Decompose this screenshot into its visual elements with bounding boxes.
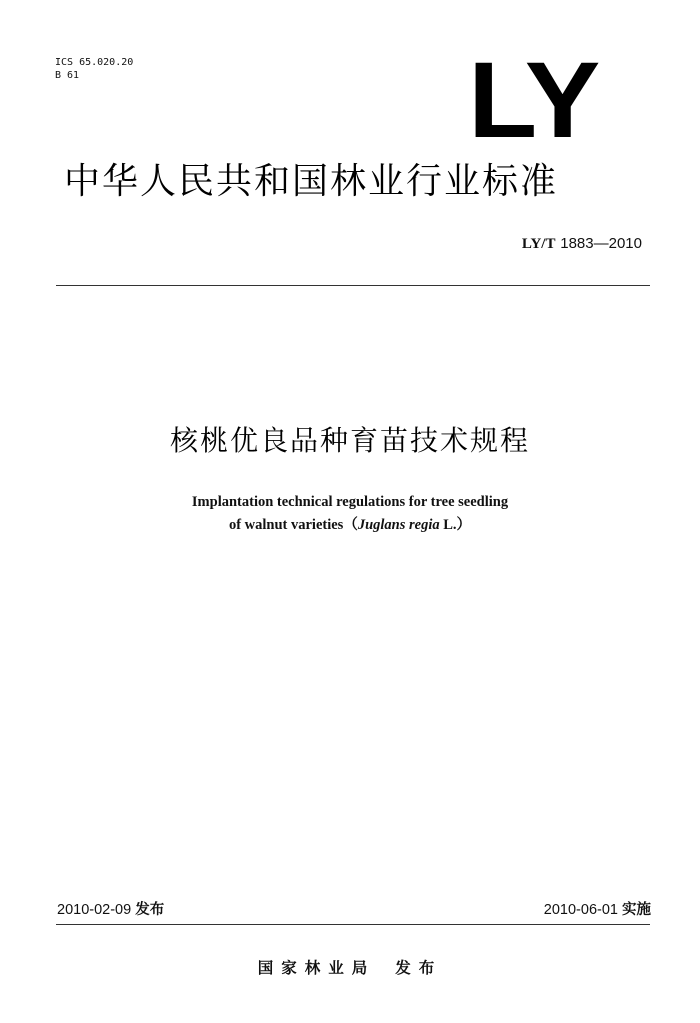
implementation-date	[544, 899, 651, 921]
standard-code: 1883—2010	[560, 235, 642, 252]
document-title-english	[0, 491, 700, 537]
ics-code: ICS 65.020.20	[55, 57, 134, 68]
publisher	[0, 956, 700, 980]
issue-label: 发布	[135, 902, 165, 918]
footer-divider	[56, 924, 650, 925]
implementation-label: 实施	[622, 902, 651, 918]
ly-logo: LY	[468, 39, 599, 160]
publisher-name: 国家林业局	[257, 959, 376, 977]
standard-number	[522, 233, 642, 254]
latin-species-name: Juglans regia	[357, 517, 440, 533]
english-title-line-2-pre: of walnut varieties（	[228, 517, 358, 533]
document-title-chinese: 核桃优良品种育苗技术规程	[169, 424, 530, 457]
english-title-line-2	[0, 514, 700, 537]
issue-date	[57, 899, 164, 921]
english-title-line-2-post: L.）	[439, 517, 472, 533]
header-divider	[56, 285, 650, 286]
issue-date-value: 2010-02-09	[57, 902, 132, 918]
ccs-code: B 61	[55, 70, 80, 81]
standard-prefix: LY/T	[521, 236, 556, 252]
english-title-line-1: Implantation technical regulations for tree seedling	[191, 494, 509, 510]
publisher-action: 发布	[395, 959, 443, 977]
implementation-date-value: 2010-06-01	[543, 902, 618, 918]
standard-body-title: 中华人民共和国林业行业标准	[64, 161, 559, 202]
classification-codes	[55, 56, 133, 82]
